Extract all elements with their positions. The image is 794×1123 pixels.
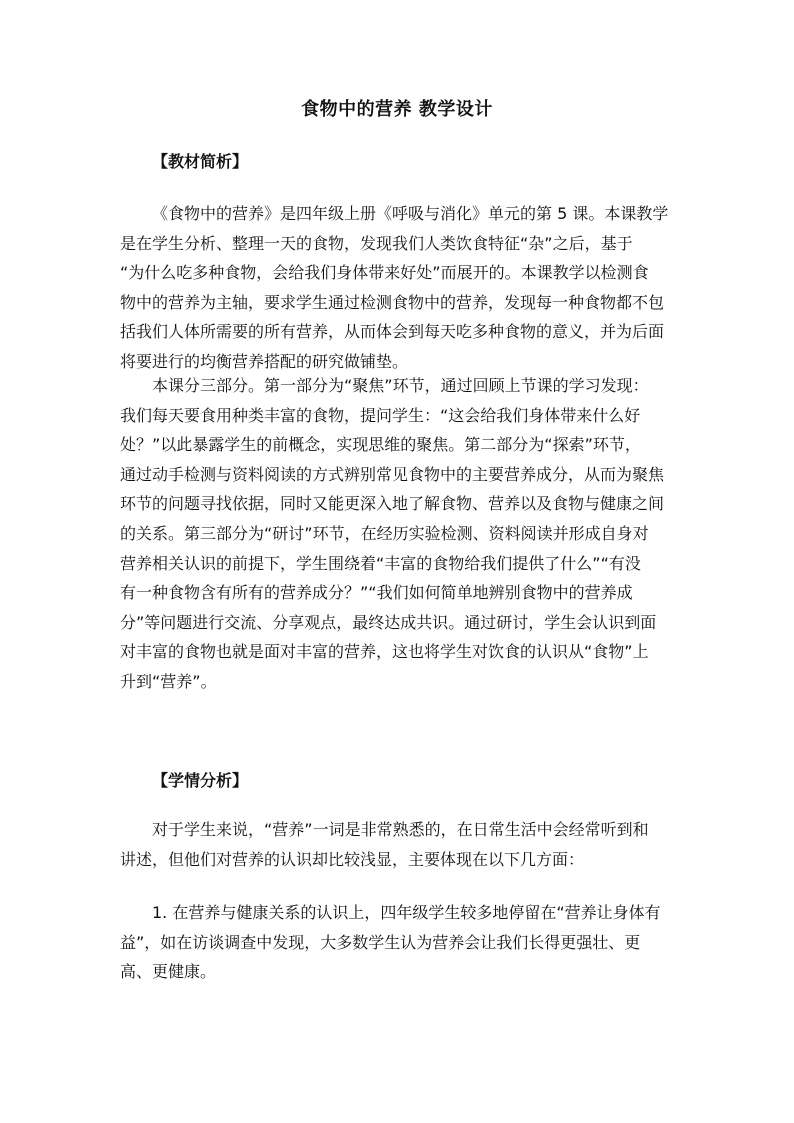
text-line: “为什么吃多种食物，会给我们身体带来好处”而展开的。本课教学以检测食 (120, 263, 649, 283)
text-line: 物中的营养为主轴，要求学生通过检测食物中的营养，发现每一种食物都不包 (120, 292, 665, 312)
paragraph-student-familiarity (120, 815, 680, 874)
text-line: 的关系。第三部分为“研讨”环节，在经历实验检测、资料阅读并形成自身对 (120, 523, 649, 543)
text-line: 营养相关认识的前提下，学生围绕着“丰富的食物给我们提供了什么”“有没 (120, 553, 641, 573)
paragraph-textbook-intro (120, 199, 680, 377)
text-line: 我们每天要食用种类丰富的食物，提问学生：“这会给我们身体带来什么好 (120, 405, 641, 425)
paragraph-lesson-structure (120, 371, 680, 697)
text-line: 讲述，但他们对营养的认识却比较浅显，主要体现在以下几方面： (120, 849, 585, 869)
text-line: 环节的问题寻找依据，同时又能更深入地了解食物、营养以及食物与健康之间 (120, 494, 665, 514)
text-line: 高、更健康。 (120, 962, 217, 982)
text-line: 升到“营养”。 (120, 671, 217, 691)
section-heading-student-analysis: 【学情分析】 (152, 771, 249, 790)
section-heading-textbook-analysis: 【教材简析】 (152, 152, 249, 171)
text-line: 通过动手检测与资料阅读的方式辨别常见食物中的主要营养成分，从而为聚焦 (120, 464, 665, 484)
text-line: 括我们人体所需要的所有营养，从而体会到每天吃多种食物的意义，并为后面 (120, 322, 665, 342)
text-line: 有一种食物含有所有的营养成分？”“我们如何简单地辨别食物中的营养成 (120, 583, 633, 603)
text-line: 《食物中的营养》是四年级上册《呼吸与消化》单元的第 5 课。本课教学 (152, 204, 669, 223)
text-line: 1. 在营养与健康关系的认识上，四年级学生较多地停留在“营养让身体有 (152, 903, 661, 922)
paragraph-point-one (120, 898, 680, 987)
document-title: 食物中的营养 教学设计 (301, 99, 493, 120)
text-line: 对丰富的食物也就是面对丰富的营养，这也将学生对饮食的认识从“食物”上 (120, 642, 649, 662)
text-line: 本课分三部分。第一部分为“聚焦”环节，通过回顾上节课的学习发现： (152, 376, 649, 395)
text-line: 对于学生来说，“营养”一词是非常熟悉的，在日常生活中会经常听到和 (152, 820, 649, 839)
text-line: 将要进行的均衡营养搭配的研究做铺垫。 (120, 351, 409, 371)
text-line: 处？”以此暴露学生的前概念，实现思维的聚焦。第二部分为“探索”环节， (120, 435, 641, 455)
text-line: 分”等问题进行交流、分享观点，最终达成共识。通过研讨，学生会认识到面 (120, 612, 657, 632)
text-line: 益”，如在访谈调查中发现，大多数学生认为营养会让我们长得更强壮、更 (120, 932, 641, 952)
text-line: 是在学生分析、整理一天的食物，发现我们人类饮食特征“杂”之后，基于 (120, 233, 633, 253)
